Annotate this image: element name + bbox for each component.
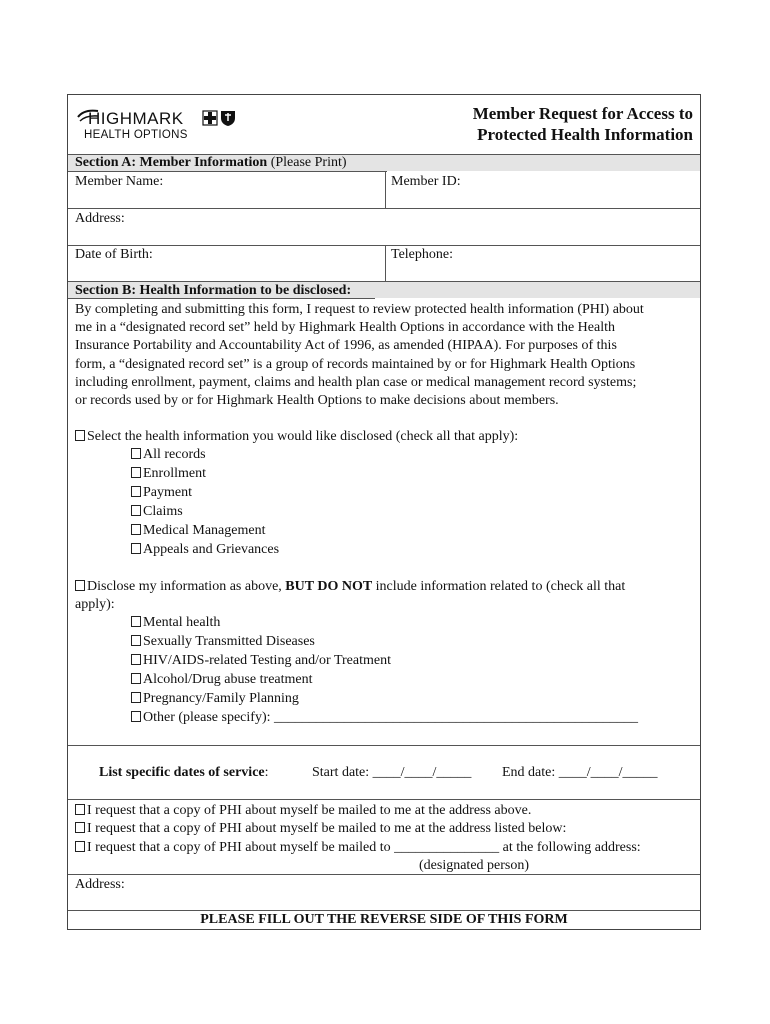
logo-brand: HIGHMARK bbox=[88, 109, 184, 128]
option-claims[interactable]: Claims bbox=[131, 503, 183, 521]
mail-option-designated-person[interactable]: I request that a copy of PHI about myself be mailed to _______________ at the following address: bbox=[75, 839, 641, 857]
start-date-field[interactable]: Start date: ____/____/_____ bbox=[312, 765, 472, 780]
date-of-birth-field[interactable]: Date of Birth: bbox=[75, 247, 153, 262]
checkbox-icon[interactable] bbox=[75, 822, 85, 833]
logo-subtitle: HEALTH OPTIONS bbox=[84, 129, 188, 141]
exclude-mental-health[interactable]: Mental health bbox=[131, 614, 220, 632]
option-medical-management[interactable]: Medical Management bbox=[131, 522, 265, 540]
checkbox-icon[interactable] bbox=[75, 580, 85, 591]
section-a-heading: Section A: Member Information (Please Print) bbox=[75, 155, 347, 170]
designated-person-blank[interactable]: _______________ bbox=[394, 840, 500, 855]
telephone-field[interactable]: Telephone: bbox=[391, 247, 453, 262]
option-all-records[interactable]: All records bbox=[131, 446, 206, 464]
checkbox-icon[interactable] bbox=[75, 804, 85, 815]
hipaa-paragraph: By completing and submitting this form, I request to review protected health information (PHI) about me in a “designated record set” held by Highmark Health Options in accordance with the Health Insurance Portability and Accountability Act of 1996, as amended (HIPAA). For purposes of this form, a “designated record set” is a group of records maintained by or for Highmark Health Options including enrollment, payment, claims and health plan case or medical management record systems; or records used by or for Highmark Health Options to make decisions about members. bbox=[75, 302, 644, 409]
checkbox-icon[interactable] bbox=[131, 673, 141, 684]
request-form bbox=[67, 94, 701, 930]
mail-option-address-below[interactable]: I request that a copy of PHI about myself be mailed to me at the address listed below: bbox=[75, 820, 566, 838]
checkbox-icon[interactable] bbox=[131, 524, 141, 535]
dates-of-service-label: List specific dates of service: bbox=[99, 765, 269, 780]
exclude-hiv-aids[interactable]: HIV/AIDS-related Testing and/or Treatment bbox=[131, 652, 391, 670]
member-id-field[interactable]: Member ID: bbox=[391, 174, 461, 189]
checkbox-icon[interactable] bbox=[131, 635, 141, 646]
checkbox-icon[interactable] bbox=[75, 841, 85, 852]
reverse-side-notice: PLEASE FILL OUT THE REVERSE SIDE OF THIS FORM bbox=[200, 912, 568, 927]
form-title: Member Request for Access to Protected Health Information bbox=[472, 104, 693, 144]
blue-cross-shield-icon bbox=[202, 109, 236, 127]
select-info-checkbox[interactable]: Select the health information you would like disclosed (check all that apply): bbox=[75, 428, 518, 446]
exclude-pregnancy[interactable]: Pregnancy/Family Planning bbox=[131, 690, 299, 708]
option-appeals-grievances[interactable]: Appeals and Grievances bbox=[131, 541, 279, 559]
highmark-logo bbox=[76, 105, 246, 145]
address-field[interactable]: Address: bbox=[75, 211, 125, 226]
exclude-std[interactable]: Sexually Transmitted Diseases bbox=[131, 633, 315, 651]
exclude-label-continued: apply): bbox=[75, 597, 115, 612]
checkbox-icon[interactable] bbox=[131, 616, 141, 627]
exclude-info-checkbox[interactable]: Disclose my information as above, BUT DO NOT include information related to (check all that bbox=[75, 578, 625, 596]
checkbox-icon[interactable] bbox=[131, 448, 141, 459]
checkbox-icon[interactable] bbox=[131, 692, 141, 703]
option-enrollment[interactable]: Enrollment bbox=[131, 465, 206, 483]
checkbox-icon[interactable] bbox=[131, 467, 141, 478]
checkbox-icon[interactable] bbox=[131, 543, 141, 554]
designated-person-note: (designated person) bbox=[419, 858, 530, 873]
checkbox-icon[interactable] bbox=[131, 486, 141, 497]
member-name-field[interactable]: Member Name: bbox=[75, 174, 164, 189]
mailing-address-field[interactable]: Address: bbox=[75, 877, 125, 892]
section-b-heading: Section B: Health Information to be disclosed: bbox=[75, 283, 352, 298]
checkbox-icon[interactable] bbox=[75, 430, 85, 441]
checkbox-icon[interactable] bbox=[131, 505, 141, 516]
end-date-field[interactable]: End date: ____/____/_____ bbox=[502, 765, 658, 780]
checkbox-icon[interactable] bbox=[131, 654, 141, 665]
mail-option-address-above[interactable]: I request that a copy of PHI about myself be mailed to me at the address above. bbox=[75, 802, 531, 820]
exclude-other[interactable]: Other (please specify): ____________________________________________________ bbox=[131, 709, 638, 727]
option-payment[interactable]: Payment bbox=[131, 484, 192, 502]
checkbox-icon[interactable] bbox=[131, 711, 141, 722]
exclude-alcohol-drug[interactable]: Alcohol/Drug abuse treatment bbox=[131, 671, 313, 689]
